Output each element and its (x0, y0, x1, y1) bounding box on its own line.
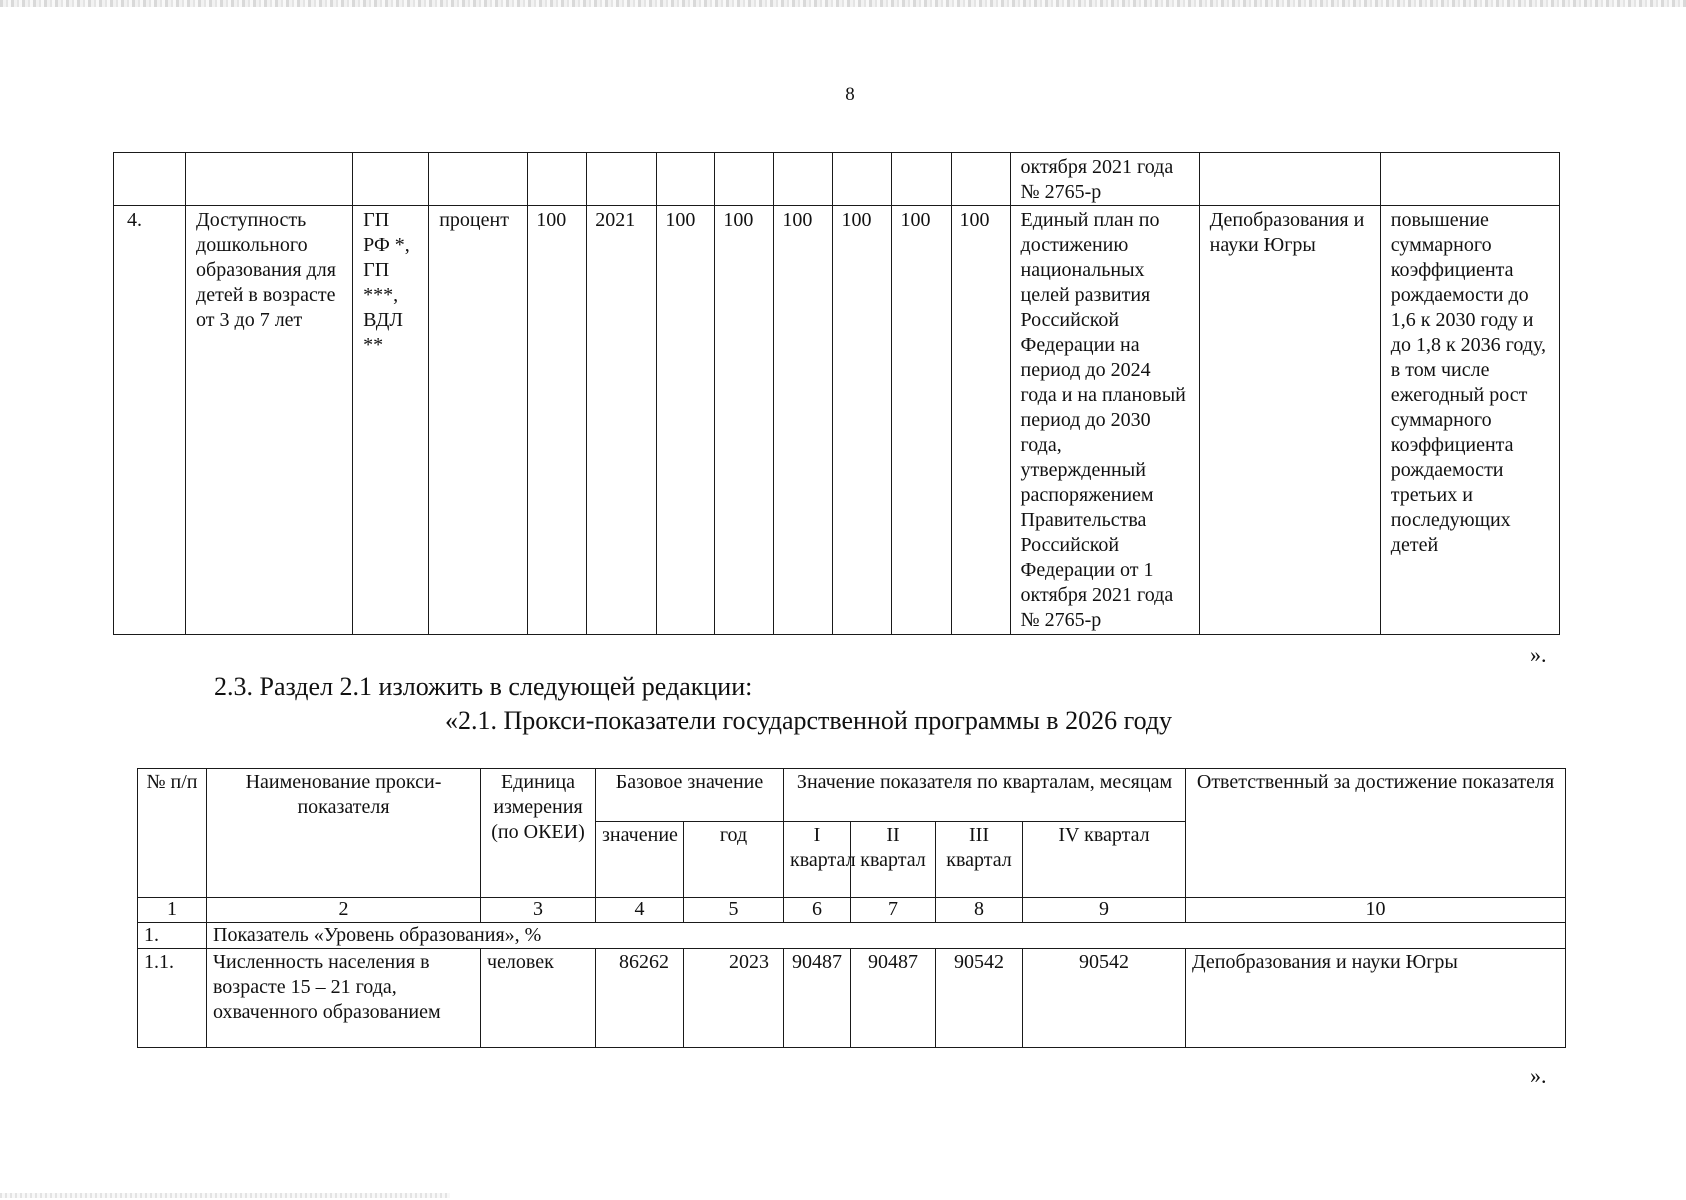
header-number: № п/п (138, 769, 207, 898)
indicator-name: Доступность дошкольного образования для детей в возрасте от 3 до 7 лет (186, 206, 353, 635)
q3-value: 90542 (936, 949, 1023, 1048)
link-cell: повышение суммарного коэффициента рождаемости до 1,6 к 2030 году и до 1,8 к 2036 году, в том числе ежегодный рост суммарного коэффициента рождаемости третьих и последующих детей (1380, 206, 1559, 635)
column-number: 3 (481, 898, 596, 923)
column-number: 6 (784, 898, 851, 923)
q2-value: 90487 (851, 949, 936, 1048)
row-number: 4. (114, 206, 186, 635)
table-cell (1199, 153, 1380, 206)
q4-value: 90542 (1023, 949, 1186, 1048)
table-cell (114, 153, 186, 206)
indicators-table-continuation (113, 152, 1560, 635)
header-q4: IV квартал (1023, 822, 1186, 898)
column-number: 10 (1186, 898, 1566, 923)
header-row-1 (138, 769, 1566, 822)
base-year: 2023 (684, 949, 784, 1048)
section-number: 1. (138, 923, 207, 949)
row-number: 1.1. (138, 949, 207, 1048)
subsection-title: «2.1. Прокси-показатели государственной программы в 2026 году (445, 706, 1173, 735)
closing-quote: ». (1530, 642, 1547, 667)
header-base-value: значение (596, 822, 684, 898)
proxy-indicators-table (137, 768, 1566, 1048)
document-cell-continuation: октября 2021 года № 2765-р (1010, 153, 1199, 206)
section-title: Показатель «Уровень образования», % (207, 923, 1566, 949)
table-cell (951, 153, 1010, 206)
header-responsible: Ответственный за достижение показателя (1186, 769, 1566, 898)
value-cell: 100 (833, 206, 892, 635)
table-cell (892, 153, 951, 206)
table-cell (715, 153, 774, 206)
unit: человек (481, 949, 596, 1048)
table-cell (774, 153, 833, 206)
table-cell (587, 153, 657, 206)
table-cell (657, 153, 715, 206)
column-number: 2 (207, 898, 481, 923)
table-row-continuation (114, 153, 1560, 206)
value-cell: 100 (774, 206, 833, 635)
table-cell (186, 153, 353, 206)
table-cell (429, 153, 528, 206)
value-cell: 100 (892, 206, 951, 635)
table-cell (833, 153, 892, 206)
indicator-level: ГП РФ *, ГП ***, ВДЛ ** (353, 206, 429, 635)
header-q2: II квартал (851, 822, 936, 898)
base-value: 100 (528, 206, 587, 635)
header-unit: Единица измерения (по ОКЕИ) (481, 769, 596, 898)
closing-quote: ». (1530, 1063, 1547, 1088)
column-number: 7 (851, 898, 936, 923)
header-quarters: Значение показателя по кварталам, месяцам (784, 769, 1186, 822)
header-base-year: год (684, 822, 784, 898)
section-heading: 2.3. Раздел 2.1 изложить в следующей редакции: (214, 672, 753, 701)
scan-edge-top (0, 0, 1686, 7)
unit: процент (429, 206, 528, 635)
scan-edge-bottom (0, 1193, 450, 1198)
base-value: 86262 (596, 949, 684, 1048)
responsible-cell: Депобразования и науки Югры (1186, 949, 1566, 1048)
table-cell (528, 153, 587, 206)
value-cell: 100 (951, 206, 1010, 635)
table-cell (1380, 153, 1559, 206)
page-number: 8 (845, 84, 855, 105)
table-row (138, 949, 1566, 1048)
table-row-4 (114, 206, 1560, 635)
indicator-name: Численность населения в возрасте 15 – 21 года, охваченного образованием (207, 949, 481, 1048)
column-number: 9 (1023, 898, 1186, 923)
base-year: 2021 (587, 206, 657, 635)
header-q3: III квартал (936, 822, 1023, 898)
value-cell: 100 (657, 206, 715, 635)
header-name: Наименование прокси-показателя (207, 769, 481, 898)
column-number: 8 (936, 898, 1023, 923)
column-number: 1 (138, 898, 207, 923)
value-cell: 100 (715, 206, 774, 635)
header-base: Базовое значение (596, 769, 784, 822)
document-cell: Единый план по достижению национальных целей развития Российской Федерации на период до 2024 года и на плановый период до 2030 года, утвержденный распоряжением Правительства Российской Федерации от 1 октября 2021 года № 2765-р (1010, 206, 1199, 635)
table-cell (353, 153, 429, 206)
header-q1: I квартал (784, 822, 851, 898)
section-row (138, 923, 1566, 949)
column-numbers-row (138, 898, 1566, 923)
column-number: 4 (596, 898, 684, 923)
responsible-cell: Депобразования и науки Югры (1199, 206, 1380, 635)
column-number: 5 (684, 898, 784, 923)
q1-value: 90487 (784, 949, 851, 1048)
